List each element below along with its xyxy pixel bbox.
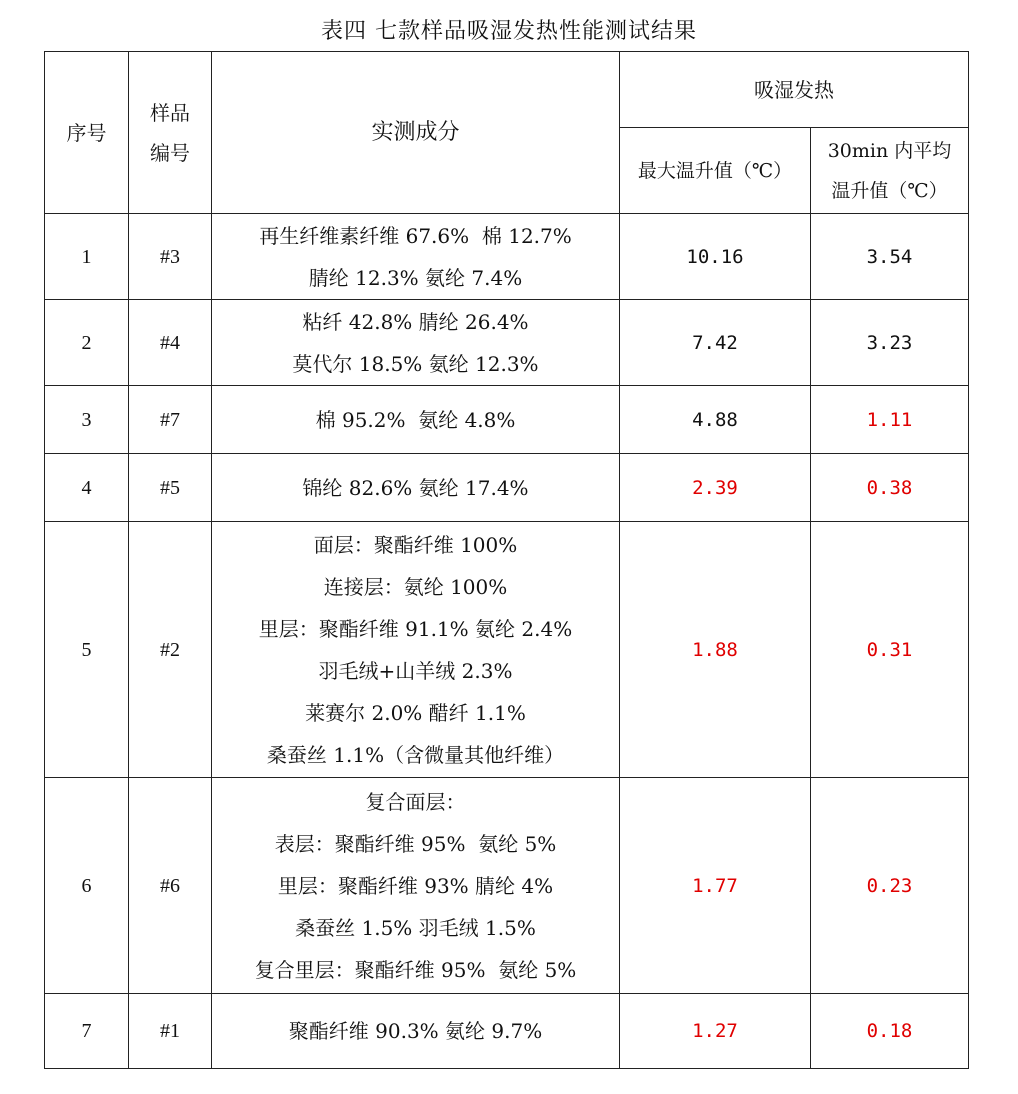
cell-seq: 5 [45,522,129,778]
cell-sample: #7 [129,386,212,454]
table-row [45,214,969,300]
header-composition: 实测成分 [212,52,620,214]
cell-seq: 6 [45,778,129,994]
cell-seq: 2 [45,300,129,386]
cell-composition [212,300,620,386]
cell-max-rise: 1.27 [620,994,811,1069]
table-row [45,778,969,994]
cell-avg-rise: 3.23 [811,300,969,386]
composition-line: 复合里层：聚酯纤维 95% 氨纶 5% [254,957,577,982]
cell-max-rise: 10.16 [620,214,811,300]
table-row [45,300,969,386]
table-body [45,214,969,1069]
composition-line: 桑蚕丝 1.5% 羽毛绒 1.5% [295,915,536,940]
cell-sample: #2 [129,522,212,778]
cell-seq: 3 [45,386,129,454]
composition-line: 羽毛绒+山羊绒 2.3% [318,658,513,683]
cell-avg-rise: 0.31 [811,522,969,778]
composition-line: 面层：聚酯纤维 100% [313,532,518,557]
header-seq: 序号 [45,52,129,214]
composition-line: 聚酯纤维 90.3% 氨纶 9.7% [288,1019,543,1043]
cell-max-rise: 1.88 [620,522,811,778]
composition-line: 复合面层： [365,789,466,814]
header-sample-line: 编号 [150,140,190,165]
table-row [45,386,969,454]
header-sample [129,52,212,214]
header-max-rise: 最大温升值（℃） [620,128,811,214]
composition-line: 棉 95.2% 氨纶 4.8% [315,407,516,432]
header-avg-line: 30min 内平均 [827,139,952,162]
cell-composition [212,454,620,522]
cell-composition [212,522,620,778]
results-table [44,51,969,1069]
cell-avg-rise: 0.18 [811,994,969,1069]
table-row [45,522,969,778]
cell-max-rise: 7.42 [620,300,811,386]
header-group: 吸湿发热 [620,52,969,128]
table-row [45,994,969,1069]
cell-seq: 4 [45,454,129,522]
cell-avg-rise: 0.38 [811,454,969,522]
composition-line: 腈纶 12.3% 氨纶 7.4% [308,265,523,290]
cell-sample: #5 [129,454,212,522]
composition-line: 粘纤 42.8% 腈纶 26.4% [302,309,529,334]
composition-line: 里层：聚酯纤维 91.1% 氨纶 2.4% [258,616,573,641]
cell-sample: #4 [129,300,212,386]
header-sample-line: 样品 [150,100,190,125]
composition-line: 连接层：氨纶 100% [323,574,508,599]
composition-line: 莱赛尔 2.0% 醋纤 1.1% [305,700,526,725]
composition-line: 再生纤维素纤维 67.6% 棉 12.7% [259,223,572,248]
table-row [45,454,969,522]
cell-max-rise: 2.39 [620,454,811,522]
cell-seq: 1 [45,214,129,300]
cell-seq: 7 [45,994,129,1069]
cell-sample: #1 [129,994,212,1069]
cell-composition [212,994,620,1069]
cell-sample: #3 [129,214,212,300]
cell-avg-rise: 3.54 [811,214,969,300]
cell-max-rise: 1.77 [620,778,811,994]
table-title: 表四 七款样品吸湿发热性能测试结果 [321,19,697,44]
cell-avg-rise: 1.11 [811,386,969,454]
header-avg-rise [811,128,969,214]
composition-line: 里层：聚酯纤维 93% 腈纶 4% [277,873,554,898]
cell-composition [212,386,620,454]
cell-avg-rise: 0.23 [811,778,969,994]
cell-max-rise: 4.88 [620,386,811,454]
composition-line: 桑蚕丝 1.1%（含微量其他纤维） [266,742,565,767]
composition-line: 表层：聚酯纤维 95% 氨纶 5% [274,831,557,856]
composition-line: 锦纶 82.6% 氨纶 17.4% [302,475,529,500]
composition-line: 莫代尔 18.5% 氨纶 12.3% [292,351,539,376]
cell-composition [212,214,620,300]
cell-sample: #6 [129,778,212,994]
cell-composition [212,778,620,994]
header-avg-line: 温升值（℃） [831,179,948,202]
